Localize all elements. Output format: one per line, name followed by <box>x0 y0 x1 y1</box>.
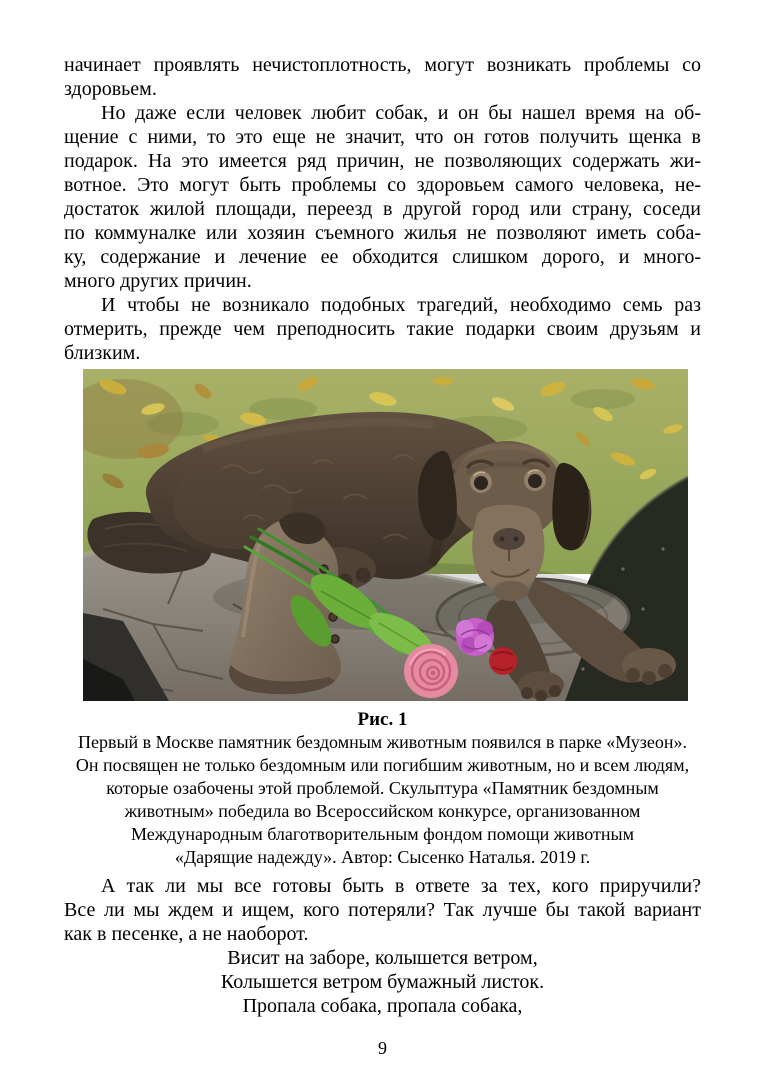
figure-label: Рис. 1 <box>357 709 408 730</box>
paragraph <box>64 101 701 293</box>
paragraph <box>64 874 701 946</box>
text-line: Но даже если человек любит собак, и он бы нашел время на об- <box>101 102 701 124</box>
paragraph <box>64 53 701 101</box>
verse-line: Пропала собака, пропала собака, <box>242 995 523 1017</box>
caption-line: которые озабочены этой проблемой. Скульптура «Памятник бездомным <box>106 778 659 798</box>
text-line: А так ли мы все готовы быть в ответе за тех, кого приручили? <box>101 875 701 897</box>
red-carnation <box>489 647 517 675</box>
figure-caption <box>64 731 701 869</box>
text-line: близким. <box>64 342 141 364</box>
text-line: здоровьем. <box>64 78 157 100</box>
caption-line: Международным благотворительным фондом помощи животным <box>130 824 634 844</box>
text-line: по коммуналке или хозяин съемного жилья не позволяют иметь соба- <box>64 222 701 244</box>
caption-line: животным» победила во Всероссийском конкурсе, организованном <box>124 801 641 821</box>
pink-rose <box>404 644 458 698</box>
text-line: подарок. На это имеется ряд причин, не позволяющих содержать жи- <box>64 150 701 172</box>
verse-line: Висит на заборе, колышется ветром, <box>227 947 538 969</box>
text-line: достаток жилой площади, переезд в другой город или страну, соседи <box>64 198 701 220</box>
text-line: отмерить, прежде чем преподносить такие подарки своим друзьям и <box>64 318 701 340</box>
text-line: ку, содержание и лечение ее обходится слишком дорого, и много- <box>64 246 701 268</box>
text-line: щение с ними, то это еще не значит, что он готов получить щенка в <box>64 126 701 148</box>
page-number: 9 <box>378 1038 387 1058</box>
text-line: как в песенке, а не наоборот. <box>64 923 309 945</box>
monument-photo <box>83 369 688 701</box>
verse-line: Колышется ветром бумажный листок. <box>220 971 545 993</box>
text-line: Все ли мы ждем и ищем, кого потеряли? Так лучше бы такой вариант <box>64 899 701 921</box>
paragraph <box>64 293 701 365</box>
text-line: И чтобы не возникало подобных трагедий, необходимо семь раз <box>101 294 701 316</box>
page-content <box>64 53 701 1058</box>
verse <box>64 946 701 1018</box>
text-line: вотное. Это могут быть проблемы со здоровьем самого человека, не- <box>64 174 701 196</box>
caption-line: «Дарящие надежду». Автор: Сысенко Наталья. 2019 г. <box>174 847 591 867</box>
purple-carnation <box>456 618 494 656</box>
figure <box>83 369 688 701</box>
text-line: начинает проявлять нечистоплотность, могут возникать проблемы со <box>64 54 701 76</box>
caption-line: Он посвящен не только бездомным или погибшим животным, но и всем людям, <box>75 755 690 775</box>
caption-line: Первый в Москве памятник бездомным животным появился в парке «Музеон». <box>77 732 688 752</box>
text-line: много других причин. <box>64 270 252 292</box>
